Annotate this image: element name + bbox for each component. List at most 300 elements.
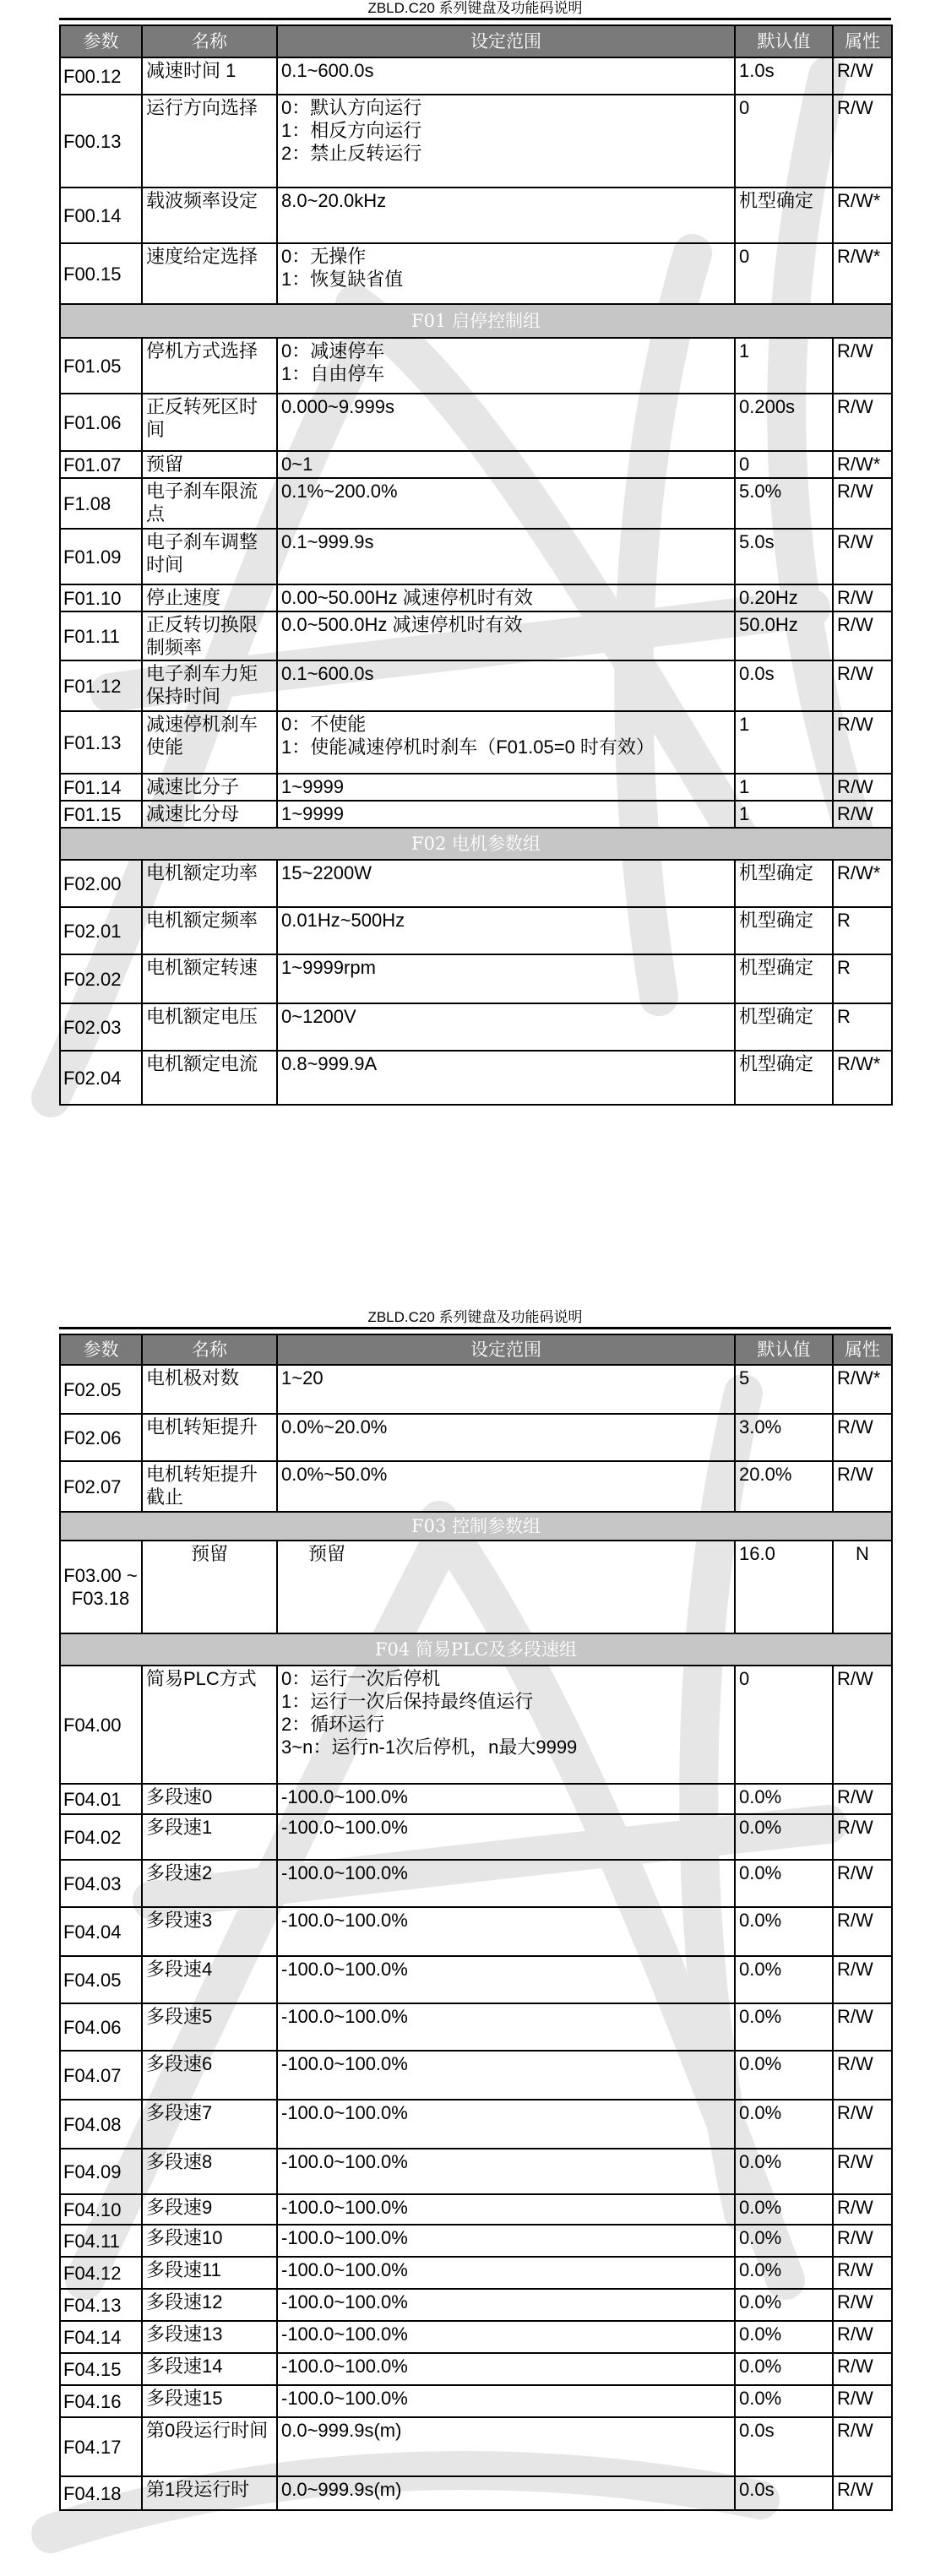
param-name-cell: 多段速11 bbox=[142, 2257, 277, 2289]
param-range-cell bbox=[277, 1541, 735, 1633]
param-attr-cell: R/W bbox=[833, 1461, 892, 1512]
range-line: -100.0~100.0% bbox=[281, 2197, 408, 2218]
param-range-cell bbox=[277, 801, 735, 828]
param-range-cell bbox=[277, 529, 735, 584]
param-name-cell: 多段速15 bbox=[142, 2385, 277, 2417]
param-code-cell: F04.02 bbox=[60, 1814, 142, 1860]
param-code-cell: F01.15 bbox=[60, 801, 142, 828]
param-attr-cell: R/W bbox=[833, 478, 892, 529]
param-attr-cell: R/W bbox=[833, 2476, 892, 2510]
param-attr-cell: R/W bbox=[833, 584, 892, 611]
param-attr-cell: R/W bbox=[833, 611, 892, 660]
range-line: 1：相反方向运行 bbox=[281, 120, 422, 141]
param-default-cell: 0.0% bbox=[735, 2003, 833, 2051]
param-attr-cell: R/W bbox=[833, 2321, 892, 2353]
group-header-row bbox=[60, 1633, 892, 1666]
range-line: -100.0~100.0% bbox=[281, 2356, 408, 2377]
param-name-cell: 停止速度 bbox=[142, 584, 277, 611]
param-name-cell: 电机转矩提升 bbox=[142, 1414, 277, 1461]
param-range-cell bbox=[277, 57, 735, 95]
param-default-cell: 0.0s bbox=[735, 2417, 833, 2476]
param-default-cell: 0 bbox=[735, 95, 833, 187]
range-line: 0.0~500.0Hz 减速停机时有效 bbox=[281, 614, 523, 635]
range-line: 0.0%~50.0% bbox=[281, 1464, 388, 1485]
param-default-cell: 16.0 bbox=[735, 1541, 833, 1633]
param-code-cell: F00.15 bbox=[60, 243, 142, 304]
header-rule bbox=[59, 1327, 891, 1329]
param-name-cell: 电机转矩提升截止 bbox=[142, 1461, 277, 1512]
param-range-cell bbox=[277, 2353, 735, 2385]
param-name-cell: 电机额定转速 bbox=[142, 954, 277, 1003]
page-header: ZBLD.C20 系列键盘及功能码说明 bbox=[367, 0, 583, 16]
range-line: 0.01Hz~500Hz bbox=[281, 910, 405, 931]
param-default-cell: 机型确定 bbox=[735, 1003, 833, 1051]
param-default-cell: 0.0% bbox=[735, 2149, 833, 2194]
param-default-cell: 0.0% bbox=[735, 2100, 833, 2149]
group-title: F02 电机参数组 bbox=[60, 828, 892, 860]
range-line: 0.1~600.0s bbox=[281, 60, 374, 81]
param-default-cell: 0.0% bbox=[735, 1956, 833, 2003]
range-line: -100.0~100.0% bbox=[281, 1959, 408, 1980]
param-attr-cell: R/W bbox=[833, 2417, 892, 2476]
param-name-cell: 减速停机刹车使能 bbox=[142, 711, 277, 774]
range-line: 1：自由停车 bbox=[281, 363, 385, 384]
param-attr-cell: R/W bbox=[833, 338, 892, 394]
param-code-cell: F02.06 bbox=[60, 1414, 142, 1461]
range-line: 8.0~20.0kHz bbox=[281, 190, 387, 211]
table-row bbox=[60, 954, 892, 1003]
table-row bbox=[60, 1814, 892, 1860]
param-attr-cell: R/W bbox=[833, 2353, 892, 2385]
range-line: 0.1~600.0s bbox=[281, 663, 374, 684]
range-line: 1~9999 bbox=[281, 803, 345, 824]
range-line: -100.0~100.0% bbox=[281, 2259, 408, 2280]
param-name-cell: 多段速6 bbox=[142, 2051, 277, 2100]
param-default-cell: 1 bbox=[735, 338, 833, 394]
param-code-cell: F04.08 bbox=[60, 2100, 142, 2149]
range-line: 15~2200W bbox=[281, 862, 372, 883]
param-name-cell: 多段速8 bbox=[142, 2149, 277, 2194]
group-header-row bbox=[60, 828, 892, 860]
param-name-cell: 电子刹车限流点 bbox=[142, 478, 277, 529]
param-range-cell bbox=[277, 1784, 735, 1814]
param-default-cell: 0.0% bbox=[735, 2051, 833, 2100]
table-row bbox=[60, 660, 892, 711]
param-code-cell: F00.12 bbox=[60, 57, 142, 95]
param-name-cell: 正反转切换限制频率 bbox=[142, 611, 277, 660]
param-attr-cell: R/W bbox=[833, 801, 892, 828]
param-range-cell bbox=[277, 95, 735, 187]
table-row bbox=[60, 2194, 892, 2225]
param-default-cell: 0 bbox=[735, 451, 833, 478]
param-code-cell: F01.14 bbox=[60, 774, 142, 801]
param-default-cell: 1 bbox=[735, 711, 833, 774]
param-attr-cell: R/W bbox=[833, 1784, 892, 1814]
param-code-cell: F01.12 bbox=[60, 660, 142, 711]
param-attr-cell: R/W bbox=[833, 1907, 892, 1956]
range-line: 预留 bbox=[308, 1543, 346, 1564]
param-name-cell: 载波频率设定 bbox=[142, 187, 277, 243]
param-code-cell: F02.07 bbox=[60, 1461, 142, 1512]
param-name-cell: 第0段运行时间 bbox=[142, 2417, 277, 2476]
param-code-cell: F02.02 bbox=[60, 954, 142, 1003]
param-range-cell bbox=[277, 1907, 735, 1956]
param-code-cell: F02.01 bbox=[60, 907, 142, 954]
param-default-cell: 5.0% bbox=[735, 478, 833, 529]
range-line: -100.0~100.0% bbox=[281, 2323, 408, 2345]
param-name-cell: 减速比分子 bbox=[142, 774, 277, 801]
param-range-cell bbox=[277, 1051, 735, 1105]
range-line: -100.0~100.0% bbox=[281, 2102, 408, 2123]
table-row bbox=[60, 1666, 892, 1784]
param-default-cell: 1.0s bbox=[735, 57, 833, 95]
param-code-cell: F04.12 bbox=[60, 2257, 142, 2289]
param-code-cell: F04.05 bbox=[60, 1956, 142, 2003]
param-default-cell: 0.0% bbox=[735, 2225, 833, 2257]
param-default-cell: 机型确定 bbox=[735, 1051, 833, 1105]
table-row bbox=[60, 1860, 892, 1907]
param-range-cell bbox=[277, 1414, 735, 1461]
parameter-table bbox=[59, 24, 893, 1106]
range-line: 0.00~50.00Hz 减速停机时有效 bbox=[281, 587, 533, 608]
param-code-cell: F01.13 bbox=[60, 711, 142, 774]
range-line: -100.0~100.0% bbox=[281, 1817, 408, 1838]
column-header: 名称 bbox=[142, 25, 277, 57]
param-code-cell: F04.09 bbox=[60, 2149, 142, 2194]
group-title: F03 控制参数组 bbox=[60, 1512, 892, 1541]
param-attr-cell: R/W bbox=[833, 2194, 892, 2225]
param-attr-cell: R/W* bbox=[833, 243, 892, 304]
param-range-cell bbox=[277, 860, 735, 907]
param-code-cell: F04.03 bbox=[60, 1860, 142, 1907]
table-row bbox=[60, 711, 892, 774]
param-attr-cell: R/W bbox=[833, 2100, 892, 2149]
param-default-cell: 0.0% bbox=[735, 2289, 833, 2321]
param-range-cell bbox=[277, 2385, 735, 2417]
table-row bbox=[60, 774, 892, 801]
param-default-cell: 0.0s bbox=[735, 2476, 833, 2510]
param-default-cell: 5 bbox=[735, 1365, 833, 1414]
param-range-cell bbox=[277, 2476, 735, 2510]
param-name-cell: 多段速7 bbox=[142, 2100, 277, 2149]
page-2 bbox=[59, 1309, 891, 2504]
range-line: 0.8~999.9A bbox=[281, 1053, 378, 1074]
param-code-cell: F02.00 bbox=[60, 860, 142, 907]
table-row bbox=[60, 2321, 892, 2353]
param-name-cell: 多段速1 bbox=[142, 1814, 277, 1860]
table-row bbox=[60, 2225, 892, 2257]
group-header-row bbox=[60, 1512, 892, 1541]
table-row bbox=[60, 2149, 892, 2194]
range-line: 0~1 bbox=[281, 454, 313, 475]
header-rule bbox=[59, 18, 891, 20]
table-row bbox=[60, 243, 892, 304]
param-code-cell: F04.18 bbox=[60, 2476, 142, 2510]
param-range-cell bbox=[277, 1956, 735, 2003]
range-line: -100.0~100.0% bbox=[281, 2151, 408, 2172]
param-range-cell bbox=[277, 243, 735, 304]
param-range-cell bbox=[277, 2225, 735, 2257]
param-attr-cell: R/W bbox=[833, 394, 892, 451]
param-range-cell bbox=[277, 1814, 735, 1860]
group-title: F04 简易PLC及多段速组 bbox=[60, 1633, 892, 1666]
param-range-cell bbox=[277, 1461, 735, 1512]
param-default-cell: 0 bbox=[735, 1666, 833, 1784]
param-range-cell bbox=[277, 1860, 735, 1907]
table-row bbox=[60, 2417, 892, 2476]
table-row bbox=[60, 2051, 892, 2100]
param-range-cell bbox=[277, 338, 735, 394]
param-default-cell: 1 bbox=[735, 801, 833, 828]
param-attr-cell: R/W bbox=[833, 2225, 892, 2257]
param-attr-cell: R/W bbox=[833, 95, 892, 187]
range-line: 1：运行一次后保持最终值运行 bbox=[281, 1691, 534, 1712]
param-range-cell bbox=[277, 2100, 735, 2149]
param-attr-cell: R/W* bbox=[833, 187, 892, 243]
param-code-cell: F04.10 bbox=[60, 2194, 142, 2225]
param-code-cell: F02.03 bbox=[60, 1003, 142, 1051]
table-row bbox=[60, 1956, 892, 2003]
param-attr-cell: R/W bbox=[833, 2003, 892, 2051]
range-line: 0：默认方向运行 bbox=[281, 97, 422, 118]
table-row bbox=[60, 478, 892, 529]
param-attr-cell: N bbox=[833, 1541, 892, 1633]
param-range-cell bbox=[277, 2149, 735, 2194]
param-range-cell bbox=[277, 2289, 735, 2321]
table-row bbox=[60, 611, 892, 660]
param-name-cell: 预留 bbox=[142, 451, 277, 478]
table-row bbox=[60, 95, 892, 187]
param-attr-cell: R/W bbox=[833, 2051, 892, 2100]
parameter-table bbox=[59, 1334, 893, 2511]
param-name-cell: 预留 bbox=[142, 1541, 277, 1633]
param-default-cell: 20.0% bbox=[735, 1461, 833, 1512]
page-header: ZBLD.C20 系列键盘及功能码说明 bbox=[367, 1309, 583, 1325]
param-attr-cell: R/W bbox=[833, 1956, 892, 2003]
param-code-cell: F04.15 bbox=[60, 2353, 142, 2385]
param-default-cell: 机型确定 bbox=[735, 860, 833, 907]
range-line: 1~9999rpm bbox=[281, 957, 376, 978]
param-default-cell: 0.0% bbox=[735, 1860, 833, 1907]
range-line: -100.0~100.0% bbox=[281, 1910, 408, 1931]
param-name-cell: 多段速9 bbox=[142, 2194, 277, 2225]
param-default-cell: 0 bbox=[735, 243, 833, 304]
param-attr-cell: R bbox=[833, 1003, 892, 1051]
param-range-cell bbox=[277, 660, 735, 711]
param-code-cell: F04.11 bbox=[60, 2225, 142, 2257]
param-range-cell bbox=[277, 711, 735, 774]
param-range-cell bbox=[277, 394, 735, 451]
param-attr-cell: R/W bbox=[833, 1414, 892, 1461]
param-code-cell: F04.00 bbox=[60, 1666, 142, 1784]
param-code-cell: F04.06 bbox=[60, 2003, 142, 2051]
param-code-cell: F01.06 bbox=[60, 394, 142, 451]
param-name-cell: 减速比分母 bbox=[142, 801, 277, 828]
param-code-cell: F04.16 bbox=[60, 2385, 142, 2417]
param-attr-cell: R/W bbox=[833, 1860, 892, 1907]
range-line: 0.1~999.9s bbox=[281, 531, 374, 552]
param-attr-cell: R/W* bbox=[833, 1051, 892, 1105]
param-default-cell: 0.0s bbox=[735, 660, 833, 711]
param-range-cell bbox=[277, 478, 735, 529]
range-line: 2：禁止反转运行 bbox=[281, 143, 422, 164]
table-row bbox=[60, 2353, 892, 2385]
param-default-cell: 0.0% bbox=[735, 1814, 833, 1860]
column-header: 属性 bbox=[833, 1334, 892, 1365]
param-code-cell: F00.14 bbox=[60, 187, 142, 243]
table-row bbox=[60, 1541, 892, 1633]
table-row bbox=[60, 2385, 892, 2417]
range-line: 0.0%~20.0% bbox=[281, 1416, 388, 1437]
param-range-cell bbox=[277, 611, 735, 660]
param-code-cell: F04.04 bbox=[60, 1907, 142, 1956]
param-code-cell: F01.09 bbox=[60, 529, 142, 584]
param-code-cell: F04.14 bbox=[60, 2321, 142, 2353]
param-name-cell: 简易PLC方式 bbox=[142, 1666, 277, 1784]
param-code-cell: F01.07 bbox=[60, 451, 142, 478]
table-row bbox=[60, 187, 892, 243]
param-range-cell bbox=[277, 907, 735, 954]
param-range-cell bbox=[277, 1365, 735, 1414]
range-line: 0.1%~200.0% bbox=[281, 481, 398, 502]
param-range-cell bbox=[277, 2321, 735, 2353]
range-line: -100.0~100.0% bbox=[281, 2006, 408, 2027]
param-name-cell: 电机额定频率 bbox=[142, 907, 277, 954]
param-attr-cell: R/W bbox=[833, 711, 892, 774]
param-attr-cell: R/W bbox=[833, 529, 892, 584]
column-header: 默认值 bbox=[735, 25, 833, 57]
param-range-cell bbox=[277, 2417, 735, 2476]
param-code-cell: F1.08 bbox=[60, 478, 142, 529]
table-row bbox=[60, 394, 892, 451]
param-attr-cell: R bbox=[833, 907, 892, 954]
param-default-cell: 0.0% bbox=[735, 2353, 833, 2385]
table-row bbox=[60, 2257, 892, 2289]
param-name-cell: 电机额定电压 bbox=[142, 1003, 277, 1051]
param-name-cell: 多段速13 bbox=[142, 2321, 277, 2353]
table-header-row bbox=[60, 25, 892, 57]
param-code-cell: F01.11 bbox=[60, 611, 142, 660]
param-name-cell: 电子刹车力矩保持时间 bbox=[142, 660, 277, 711]
param-name-cell: 减速时间 1 bbox=[142, 57, 277, 95]
table-row bbox=[60, 451, 892, 478]
range-line: 1：使能减速停机时刹车（F01.05=0 时有效） bbox=[281, 736, 655, 758]
param-code-cell: F01.05 bbox=[60, 338, 142, 394]
group-header-row bbox=[60, 304, 892, 338]
param-attr-cell: R/W bbox=[833, 774, 892, 801]
table-row bbox=[60, 2100, 892, 2149]
param-default-cell: 0.0% bbox=[735, 1784, 833, 1814]
table-row bbox=[60, 801, 892, 828]
param-name-cell: 电子刹车调整时间 bbox=[142, 529, 277, 584]
table-row bbox=[60, 1461, 892, 1512]
range-line: 1~20 bbox=[281, 1367, 323, 1389]
column-header: 设定范围 bbox=[277, 25, 735, 57]
range-line: 0.0~999.9s(m) bbox=[281, 2479, 402, 2500]
table-row bbox=[60, 338, 892, 394]
param-attr-cell: R/W bbox=[833, 2385, 892, 2417]
param-code-cell: F04.13 bbox=[60, 2289, 142, 2321]
param-range-cell bbox=[277, 2194, 735, 2225]
param-code-cell: F04.17 bbox=[60, 2417, 142, 2476]
param-range-cell bbox=[277, 2051, 735, 2100]
range-line: -100.0~100.0% bbox=[281, 2053, 408, 2074]
param-attr-cell: R/W* bbox=[833, 451, 892, 478]
param-name-cell: 电机额定功率 bbox=[142, 860, 277, 907]
param-default-cell: 0.0% bbox=[735, 1907, 833, 1956]
param-default-cell: 机型确定 bbox=[735, 954, 833, 1003]
param-range-cell bbox=[277, 2003, 735, 2051]
param-name-cell: 多段速12 bbox=[142, 2289, 277, 2321]
table-row bbox=[60, 1907, 892, 1956]
param-default-cell: 0.0% bbox=[735, 2321, 833, 2353]
param-name-cell: 多段速14 bbox=[142, 2353, 277, 2385]
range-line: 0：减速停车 bbox=[281, 340, 385, 361]
param-name-cell: 多段速4 bbox=[142, 1956, 277, 2003]
param-range-cell bbox=[277, 1003, 735, 1051]
param-range-cell bbox=[277, 2257, 735, 2289]
table-row bbox=[60, 1051, 892, 1105]
param-name-cell: 多段速5 bbox=[142, 2003, 277, 2051]
param-name-cell: 速度给定选择 bbox=[142, 243, 277, 304]
param-name-cell: 电机额定电流 bbox=[142, 1051, 277, 1105]
param-default-cell: 机型确定 bbox=[735, 907, 833, 954]
table-row bbox=[60, 1784, 892, 1814]
table-row bbox=[60, 57, 892, 95]
param-range-cell bbox=[277, 187, 735, 243]
param-name-cell: 多段速2 bbox=[142, 1860, 277, 1907]
table-row bbox=[60, 860, 892, 907]
range-line: 1：恢复缺省值 bbox=[281, 269, 404, 290]
param-code-cell: F02.05 bbox=[60, 1365, 142, 1414]
param-attr-cell: R/W bbox=[833, 2289, 892, 2321]
param-attr-cell: R/W bbox=[833, 57, 892, 95]
table-row bbox=[60, 1003, 892, 1051]
range-line: 0：不使能 bbox=[281, 714, 367, 735]
param-range-cell bbox=[277, 774, 735, 801]
range-line: -100.0~100.0% bbox=[281, 1786, 408, 1807]
param-attr-cell: R/W bbox=[833, 2149, 892, 2194]
param-name-cell: 多段速3 bbox=[142, 1907, 277, 1956]
param-attr-cell: R/W bbox=[833, 1666, 892, 1784]
param-default-cell: 机型确定 bbox=[735, 187, 833, 243]
param-name-cell: 停机方式选择 bbox=[142, 338, 277, 394]
param-range-cell bbox=[277, 1666, 735, 1784]
param-default-cell: 5.0s bbox=[735, 529, 833, 584]
param-range-cell bbox=[277, 451, 735, 478]
param-attr-cell: R bbox=[833, 954, 892, 1003]
range-line: 0.000~9.999s bbox=[281, 396, 394, 417]
column-header: 名称 bbox=[142, 1334, 277, 1365]
param-attr-cell: R/W bbox=[833, 2257, 892, 2289]
table-header-row bbox=[60, 1334, 892, 1365]
param-attr-cell: R/W* bbox=[833, 860, 892, 907]
param-attr-cell: R/W bbox=[833, 660, 892, 711]
param-attr-cell: R/W* bbox=[833, 1365, 892, 1414]
column-header: 参数 bbox=[60, 25, 142, 57]
param-name-cell: 多段速0 bbox=[142, 1784, 277, 1814]
range-line: 0：运行一次后停机 bbox=[281, 1668, 441, 1689]
column-header: 参数 bbox=[60, 1334, 142, 1365]
param-default-cell: 3.0% bbox=[735, 1414, 833, 1461]
page-1 bbox=[59, 0, 891, 1089]
param-default-cell: 0.0% bbox=[735, 2194, 833, 2225]
param-code-cell: F00.13 bbox=[60, 95, 142, 187]
table-row bbox=[60, 584, 892, 611]
table-row bbox=[60, 1414, 892, 1461]
param-name-cell: 正反转死区时间 bbox=[142, 394, 277, 451]
range-line: -100.0~100.0% bbox=[281, 2388, 408, 2409]
